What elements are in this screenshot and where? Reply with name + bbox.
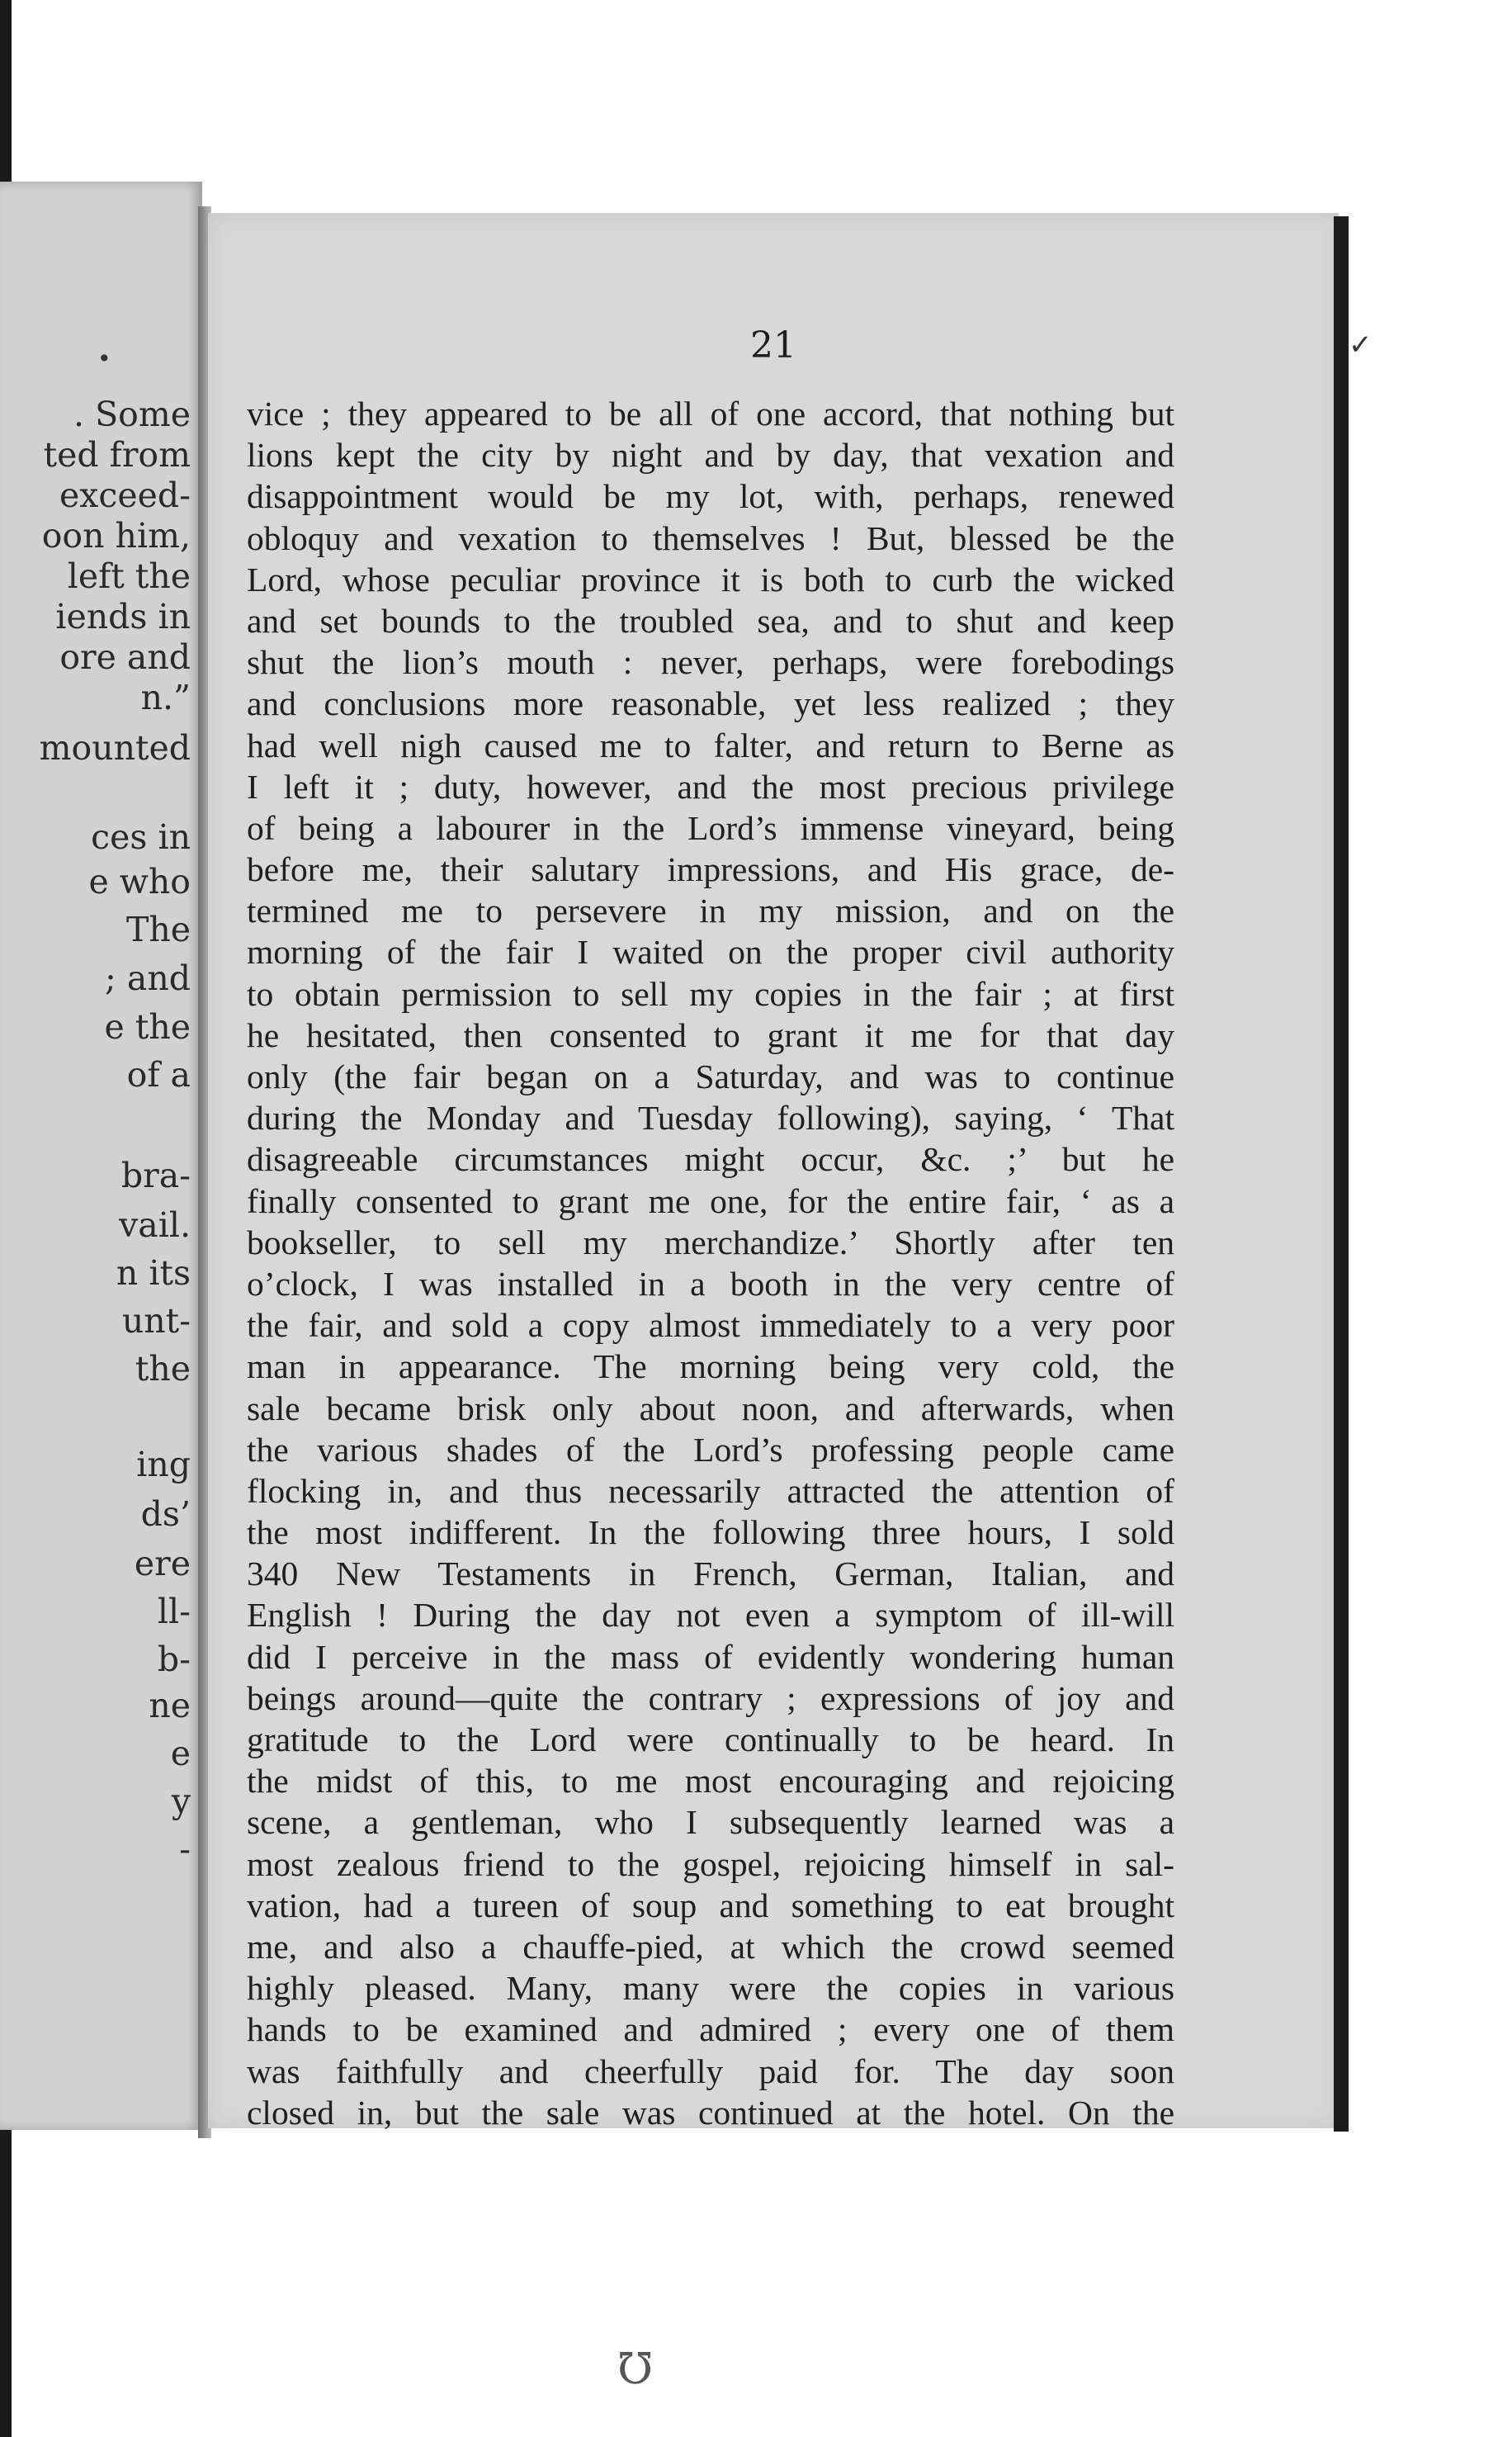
prev-page-line: the (135, 1349, 191, 1389)
text-line: I left it ; duty, however, and the most precious privilege (247, 767, 1174, 806)
text-line: sale became brisk only about noon, and afterwards, when (247, 1389, 1174, 1427)
prev-page-line: left the (67, 556, 191, 596)
page-number: 21 (750, 324, 796, 367)
prev-page-line: e the (104, 1007, 191, 1047)
text-line: he hesitated, then consented to grant it me for that day (247, 1015, 1174, 1054)
prev-page-line: vail. (119, 1205, 191, 1245)
text-line: finally consented to grant me one, for the entire fair, ‘ as a (247, 1181, 1174, 1220)
text-line: did I perceive in the mass of evidently wondering human (247, 1637, 1174, 1676)
page-body (247, 393, 1174, 2133)
prev-page-line: ted from (43, 435, 191, 475)
prev-page-line: n its (116, 1253, 191, 1293)
prev-page-line: unt- (121, 1301, 191, 1341)
text-line: most zealous friend to the gospel, rejoicing himself in sal- (247, 1844, 1174, 1883)
text-line: gratitude to the Lord were continually to be heard. In (247, 1720, 1174, 1758)
text-line: termined me to persevere in my mission, and on the (247, 892, 1174, 930)
prev-page-line: ing (136, 1445, 191, 1484)
text-line: beings around—quite the contrary ; expressions of joy and (247, 1678, 1174, 1717)
text-line: 340 New Testaments in French, German, Italian, and (247, 1554, 1174, 1593)
text-line: shut the lion’s mouth : never, perhaps, were forebodings (247, 643, 1174, 682)
text-line: scene, a gentleman, who I subsequently learned was a (247, 1803, 1174, 1842)
text-line: and set bounds to the troubled sea, and to shut and keep (247, 601, 1174, 640)
text-line: had well nigh caused me to falter, and return to Berne as (247, 726, 1174, 764)
prev-page-line: e (170, 1734, 191, 1773)
text-line: Lord, whose peculiar province it is both to curb the wicked (247, 560, 1174, 599)
text-line: only (the fair began on a Saturday, and was to continue (247, 1058, 1174, 1095)
text-line: closed in, but the sale was continued at the hotel. On the (247, 2093, 1174, 2132)
prev-page-line: e who (88, 862, 191, 901)
text-line: during the Monday and Tuesday following), saying, ‘ That (247, 1099, 1174, 1138)
prev-page-line: . Some (73, 395, 191, 434)
prev-page-line: ces in (91, 817, 191, 857)
text-line: was faithfully and cheerfully paid for. The day soon (247, 2051, 1174, 2090)
text-line: o’clock, I was installed in a booth in the very centre of (247, 1264, 1174, 1303)
text-line: English ! During the day not even a symptom of ill-will (247, 1596, 1174, 1635)
text-line: vation, had a tureen of soup and something to eat brought (247, 1886, 1174, 1924)
text-line: the most indifferent. In the following three hours, I sold (247, 1513, 1174, 1552)
prev-page-line: ore and (59, 637, 191, 677)
text-line: bookseller, to sell my merchandize.’ Shortly after ten (247, 1223, 1174, 1261)
text-line: man in appearance. The morning being very cold, the (247, 1347, 1174, 1386)
text-line: of being a labourer in the Lord’s immense vineyard, being (247, 808, 1174, 847)
text-line: obloquy and vexation to themselves ! But, blessed be the (247, 518, 1174, 557)
prev-page-line: mounted (39, 728, 191, 768)
scan-speck: ✓ (1349, 329, 1373, 362)
text-line: me, and also a chauffe-pied, at which the crowd seemed (247, 1927, 1174, 1966)
text-line: highly pleased. Many, many were the copies in various (247, 1969, 1174, 2008)
prev-page-line: bra- (120, 1156, 191, 1195)
prev-page-line: ; and (105, 958, 191, 998)
text-line: disappointment would be my lot, with, perhaps, renewed (247, 477, 1174, 516)
text-line: hands to be examined and admired ; every one of them (247, 2010, 1174, 2049)
text-line: the midst of this, to me most encouraging and rejoicing (247, 1762, 1174, 1801)
prev-page-line: of a (126, 1055, 191, 1095)
text-line: lions kept the city by night and by day, that vexation and (247, 436, 1174, 475)
prev-page-line: ll- (157, 1592, 191, 1631)
previous-page-fragment (0, 182, 202, 2130)
prev-page-line: exceed- (59, 476, 191, 515)
text-line: morning of the fair I waited on the proper civil authority (247, 933, 1174, 972)
main-page (208, 213, 1339, 2132)
text-line: before me, their salutary impressions, and His grace, de- (247, 850, 1174, 889)
text-line: to obtain permission to sell my copies in the fair ; at first (247, 974, 1174, 1013)
prev-page-line: - (179, 1829, 191, 1869)
scan-right-border (1334, 216, 1349, 2132)
prev-page-line: n.” (140, 678, 191, 717)
text-line: vice ; they appeared to be all of one accord, that nothing but (247, 395, 1174, 433)
prev-page-line: ds’ (140, 1494, 191, 1534)
prev-page-line: oon him, (41, 516, 191, 556)
prev-page-line: b- (157, 1640, 191, 1679)
text-line: the fair, and sold a copy almost immediately to a very poor (247, 1306, 1174, 1345)
prev-page-line: ne (149, 1686, 191, 1725)
text-line: flocking in, and thus necessarily attracted the attention of (247, 1471, 1174, 1510)
prev-page-line: The (125, 910, 191, 949)
text-line: the various shades of the Lord’s professing people came (247, 1430, 1174, 1469)
scan-speck: ℧ (617, 2345, 654, 2394)
text-line: and conclusions more reasonable, yet less realized ; they (247, 684, 1174, 723)
prev-page-line: iends in (55, 597, 191, 636)
prev-page-line: ere (134, 1544, 191, 1583)
scan-speck: • (97, 345, 111, 372)
text-line: disagreeable circumstances might occur, &c. ;’ but he (247, 1140, 1174, 1179)
prev-page-line: y (171, 1782, 191, 1821)
